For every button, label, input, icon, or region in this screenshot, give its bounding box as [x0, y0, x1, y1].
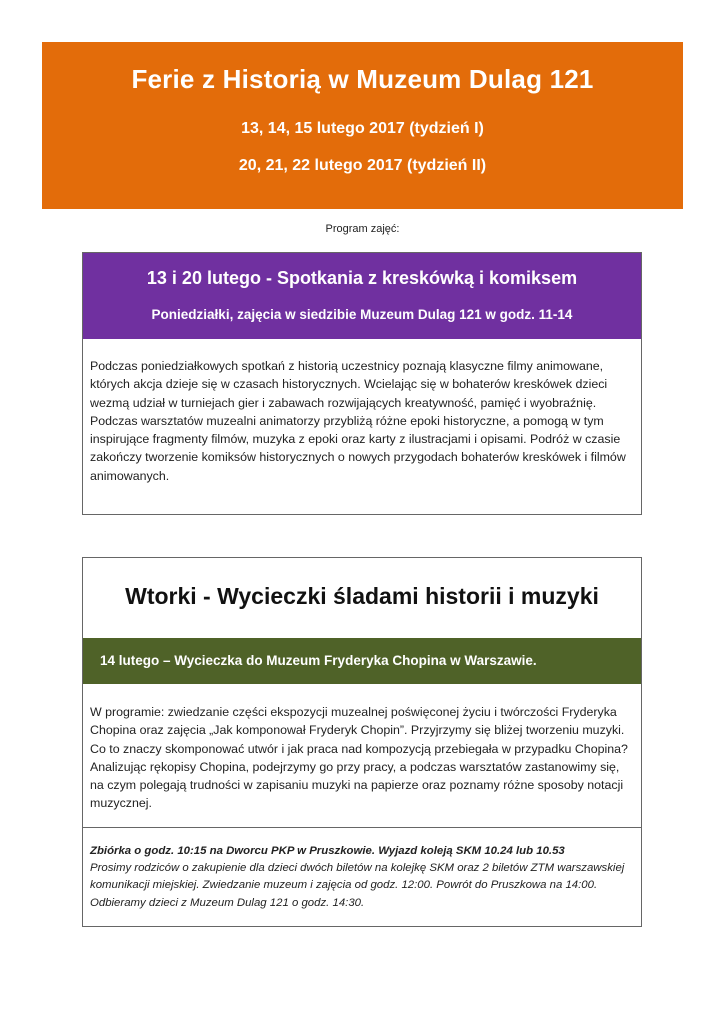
page-title: Ferie z Historią w Muzeum Dulag 121	[131, 64, 594, 94]
section-trips	[82, 557, 642, 927]
trip-date-text: 14 lutego – Wycieczka do Muzeum Fryderyka Chopina w Warszawie.	[100, 653, 537, 668]
trip-parent-instructions: Prosimy rodziców o zakupienie dla dzieci dwóch biletów na kolejkę SKM oraz 2 biletów ZTM warszawskiej komunikacji miejskiej. Zwiedzanie muzeum i zajęcia od godz. 12:00. Powrót do Pruszkowa na 14:00. Odbieramy dzieci z Muzeum Dulag 121 o godz. 14:30.	[90, 862, 625, 909]
trip-date-band	[83, 638, 641, 684]
section-trips-title: Wtorki - Wycieczki śladami historii i muzyki	[125, 583, 599, 609]
section-cartoons-title: 13 i 20 lutego - Spotkania z kreskówką i komiksem	[146, 268, 578, 288]
section-cartoons-description: Podczas poniedziałkowych spotkań z historią uczestnicy poznają klasyczne filmy animowane, których akcja dzieje się w czasach historycznych. Wcielając się w bohaterów kreskówek dzieci wezmą udział w turniejach gier i zabawach rozwijających kreatywność, pamięć i wyobraźnię. Podczas warsztatów muzealni animatorzy przybliżą różne epoki historyczne, a pomogą w tym inspirujące fragmenty filmów, muzyka z epoki oraz karty z ilustracjami i opisami. Podróż w czasie zakończy tworzenie komiksów historycznych o nowych przygodach bohaterów kreskówek i filmów animowanych.	[90, 359, 626, 483]
section-divider	[83, 827, 641, 828]
section-cartoons-header	[83, 253, 641, 339]
week-two-dates: 20, 21, 22 lutego 2017 (tydzień II)	[238, 157, 487, 174]
week-one-dates: 13, 14, 15 lutego 2017 (tydzień I)	[241, 120, 484, 137]
section-cartoons-comics	[82, 252, 642, 515]
header-banner	[42, 42, 683, 209]
program-label: Program zajęć:	[325, 223, 400, 235]
trip-meeting-info: Zbiórka o godz. 10:15 na Dworcu PKP w Pruszkowie. Wyjazd koleją SKM 10.24 lub 10.53	[90, 845, 565, 857]
trip-description: W programie: zwiedzanie części ekspozycji muzealnej poświęconej życiu i twórczości Fryderyka Chopina oraz zajęcia „Jak komponował Fryderyk Chopin”. Przyjrzymy się bliżej tworzeniu muzyki. Co to znaczy skomponować utwór i jak praca nad kompozycją przebiegała w przypadku Chopina? Analizując rękopisy Chopina, podejrzymy go przy pracy, a podczas warsztatów zastanowimy się, na czym polegają trudności w zapisaniu muzyki na papierze oraz poznamy różne sposoby notacji muzycznej.	[90, 705, 628, 811]
trip-logistics	[90, 843, 630, 912]
section-cartoons-subtitle: Poniedziałki, zajęcia w siedzibie Muzeum Dulag 121 w godz. 11-14	[151, 307, 573, 322]
